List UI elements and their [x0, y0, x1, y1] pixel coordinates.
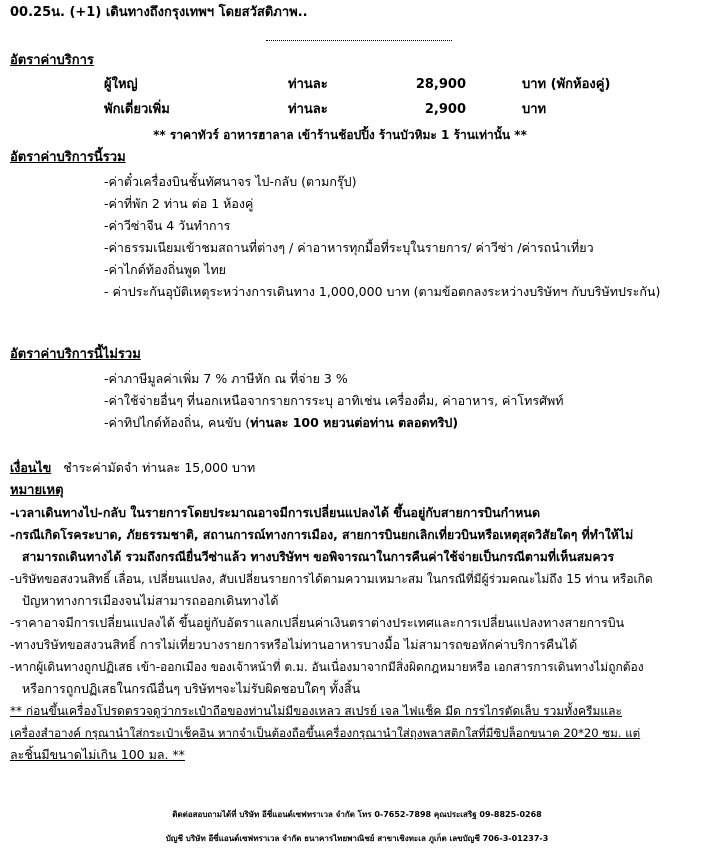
dotted-divider [266, 40, 452, 41]
included-item: -ค่าที่พัก 2 ท่าน ต่อ 1 ห้องคู่ [104, 196, 254, 211]
condition-line [10, 459, 255, 477]
rates-heading: อัตราค่าบริการ [10, 53, 94, 68]
included-heading: อัตราค่าบริการนี้รวม [10, 150, 126, 165]
remarks-heading: หมายเหตุ [10, 483, 64, 498]
condition-label: เงื่อนไข [10, 460, 52, 475]
included-item: -ค่าวีซ่าจีน 4 วันทำการ [104, 218, 231, 233]
carry-on-warning: ** ก่อนขึ้นเครื่องโปรดตรวจดูว่ากระเป๋าถือของท่านไม่มีของเหลว สเปรย์ เจล ไฟแช็ค มีด กรรไกรตัดเล็บ รวมทั้งครีมและ [10, 704, 622, 718]
contact-line: ติดต่อสอบถามได้ที่ บริษัท อีซี่แอนด์เซฟทราเวล จำกัด โทร 0-7652-7898 คุณประเสริฐ 09-8825-0268 [172, 810, 542, 819]
itinerary-arrival-line: 00.25น. (+1) เดินทางถึงกรุงเทพฯ โดยสวัสดิภาพ.. [10, 5, 308, 20]
included-item: -ค่าตั๋วเครื่องบินชั้นทัศนาจร ไป-กลับ (ตามกรุ๊ป) [104, 174, 357, 189]
rate-amount: 28,900 [415, 77, 466, 92]
rate-per: ท่านละ [288, 102, 328, 117]
remark-item: -เวลาเดินทางไป-กลับ ในรายการโดยประมาณอาจมีการเปลี่ยนแปลงได้ ขึ้นอยู่กับสายการบินกำหนด [10, 505, 541, 520]
included-item: -ค่าธรรมเนียมเข้าชมสถานที่ต่างๆ / ค่าอาหารทุกมื้อที่ระบุในรายการ/ ค่าวีซ่า /ค่ารถนำเที่ยว [104, 240, 594, 255]
remark-item: -บริษัทขอสงวนสิทธิ์ เลื่อน, เปลี่ยนแปลง, สับเปลี่ยนรายการได้ตามความเหมาะสม ในกรณีที่มีผู้ร่วมคณะไม่ถึง 15 ท่าน หรือเกิด [10, 572, 653, 586]
rate-label: พักเดี่ยวเพิ่ม [104, 102, 170, 117]
rate-label: ผู้ใหญ่ [104, 77, 138, 92]
remark-item: -ราคาอาจมีการเปลี่ยนแปลงได้ ขึ้นอยู่กับอัตราแลกเปลี่ยนค่าเงินตราต่างประเทศและการเปลี่ยนแปลงทางสายการบิน [10, 615, 625, 630]
tip-text: -ค่าทิปไกด์ท้องถิ่น, คนขับ ( [104, 415, 251, 430]
remark-item-cont: ปัญหาทางการเมืองจนไม่สามารถออกเดินทางได้ [22, 593, 279, 608]
excluded-item-tip [104, 414, 458, 432]
rate-per: ท่านละ [288, 77, 328, 92]
included-item: -ค่าไกด์ท้องถิ่นพูด ไทย [104, 262, 227, 277]
remark-item-cont: สามารถเดินทางได้ รวมถึงกรณียื่นวีซ่าแล้ว ทางบริษัทฯ ขอพิจารณาในการคืนค่าใช้จ่ายเป็นกรณีตามที่เห็นสมควร [22, 550, 615, 564]
tip-amount: ท่านละ 100 หยวนต่อท่าน ตลอดทริป) [250, 415, 459, 430]
carry-on-warning-cont: เครื่องสำอางค์ กรุณานำใส่กระเป๋าเช็คอิน หากจำเป็นต้องถือขึ้นเครื่องกรุณานำใส่ถุงพลาสติกใสที่มีซิปล็อกขนาด 20*20 ซม. แต่ [10, 726, 641, 740]
excluded-item: -ค่าใช้จ่ายอื่นๆ ที่นอกเหนือจากรายการระบุ อาทิเช่น เครื่องดื่ม, ค่าอาหาร, ค่าโทรศัพท์ [104, 393, 564, 408]
excluded-item: -ค่าภาษีมูลค่าเพิ่ม 7 % ภาษีหัก ณ ที่จ่าย 3 % [104, 371, 348, 386]
remark-item-cont: หรือการถูกปฏิเสธในกรณีอื่นๆ บริษัทฯจะไม่รับผิดชอบใดๆ ทั้งสิ้น [22, 681, 361, 696]
remark-item: -ทางบริษัทขอสงวนสิทธิ์ การไม่เที่ยวบางรายการหรือไม่ทานอาหารบางมื้อ ไม่สามารถขอหักค่าบริการคืนได้ [10, 637, 578, 652]
included-item-insurance: - ค่าประกันอุบัติเหตุระหว่างการเดินทาง 1,000,000 บาท (ตามข้อตกลงระหว่างบริษัทฯ กับบริษัทประกัน) [104, 284, 661, 299]
excluded-heading: อัตราค่าบริการนี้ไม่รวม [10, 347, 141, 362]
halal-note: ** ราคาทัวร์ อาหารฮาลาล เข้าร้านช้อปปิ้ง ร้านบัวหิมะ 1 ร้านเท่านั้น ** [153, 128, 527, 142]
carry-on-warning-cont: ละชิ้นมีขนาดไม่เกิน 100 มล. ** [10, 747, 185, 762]
remark-item: -หากผู้เดินทางถูกปฏิเสธ เข้า-ออกเมือง ของเจ้าหน้าที่ ต.ม. อันเนื่องมาจากมีสิ่งผิดกฎหมายหรือ เอกสารการเดินทางไม่ถูกต้อง [10, 660, 644, 674]
rate-unit: บาท [522, 102, 547, 117]
condition-text: ชำระค่ามัดจำ ท่านละ 15,000 บาท [63, 460, 256, 475]
remark-item: -กรณีเกิดโรคระบาด, ภัยธรรมชาติ, สถานการณ์ทางการเมือง, สายการบินยกเลิกเที่ยวบินหรือเหตุสุดวิสัยใดๆ ที่ทำให้ไม่ [10, 528, 634, 542]
rate-unit: บาท (พักห้องคู่) [522, 77, 611, 92]
bank-account-line: บัญชี บริษัท อีซี่แอนด์เซฟทราเวล จำกัด ธนาคารไทยพาณิชย์ สาขาเชิงทะเล ภูเก็ต เลขบัญชี 706-3-01237-3 [165, 834, 549, 843]
rate-amount: 2,900 [424, 102, 466, 117]
